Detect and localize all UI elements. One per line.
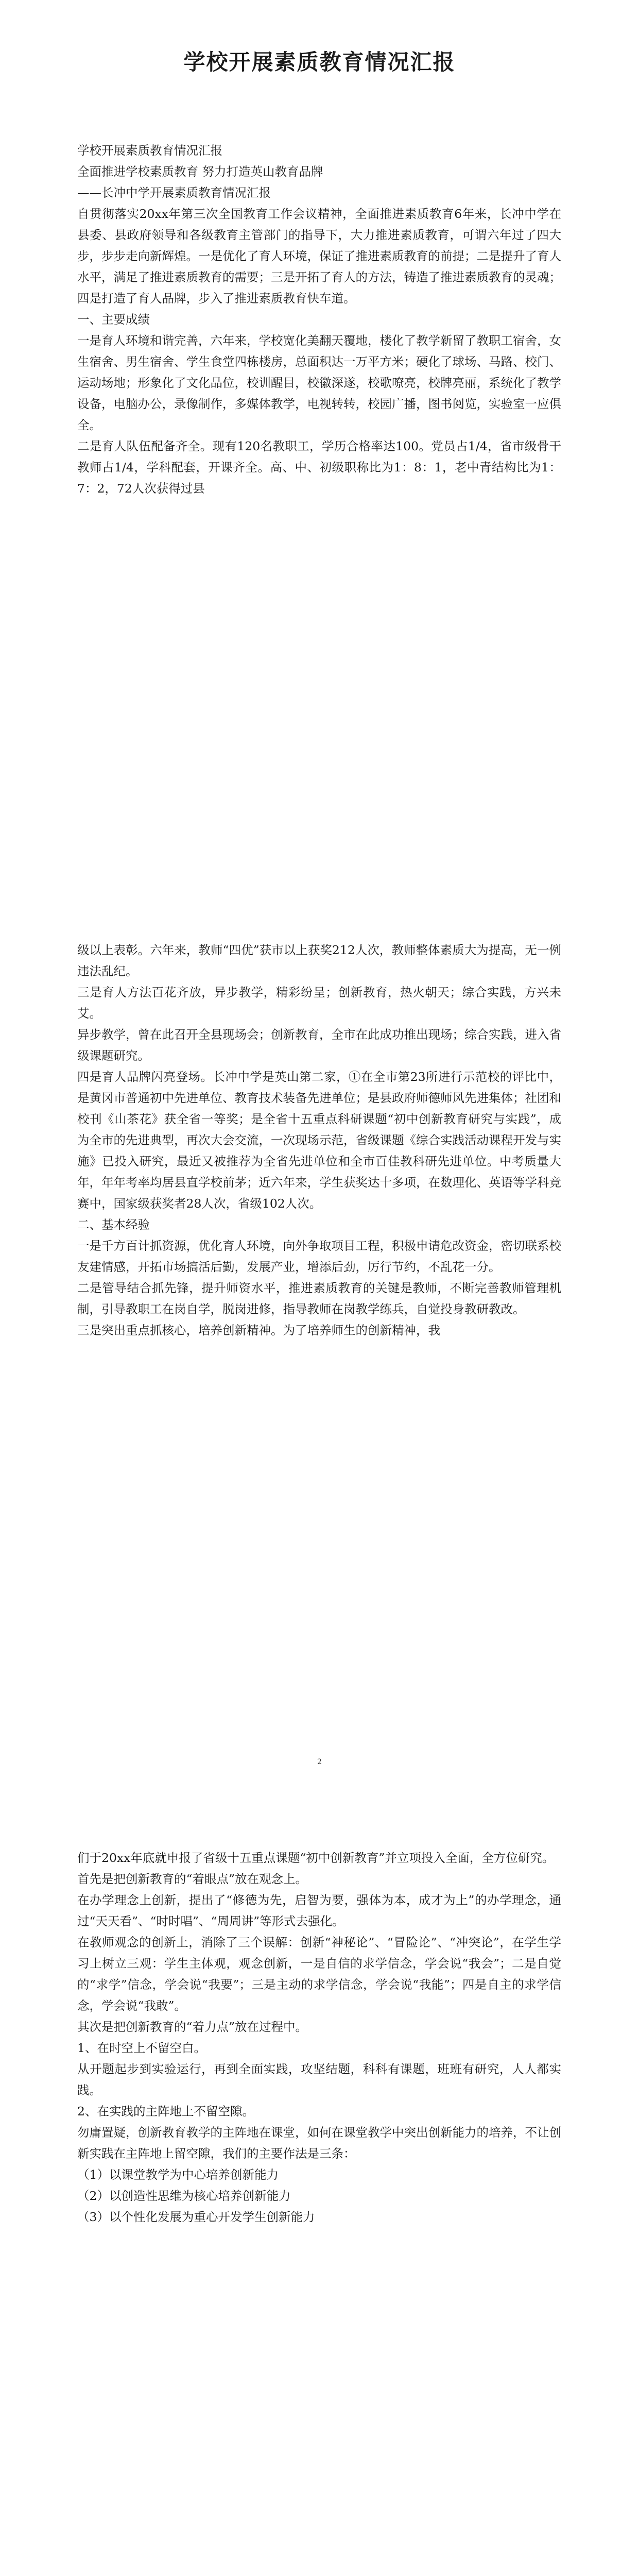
paragraph: 其次是把创新教育的“着力点”放在过程中。 — [77, 2020, 308, 2034]
document-title: 学校开展素质教育情况汇报 — [183, 49, 456, 75]
section-heading: 二、基本经验 — [77, 1217, 150, 1232]
list-item: （2）以创造性思维为核心培养创新能力 — [77, 2189, 291, 2203]
paragraph: 级以上表彰。六年来，教师“四优”获市以上获奖212人次，教师整体素质大为提高，无一例违法乱纪。 — [77, 943, 561, 978]
paragraph: 一是千方百计抓资源，优化育人环境，向外争取项目工程，积极申请危改资金，密切联系校友建情感，开拓市场搞活后勤，发展产业，增添后劲，厉行节约，不乱花一分。 — [77, 1239, 561, 1274]
document-page-1 — [0, 0, 639, 904]
paragraph: 异步教学，曾在此召开全县现场会；创新教育，全市在此成功推出现场；综合实践，进入省级课题研究。 — [77, 1027, 561, 1063]
paragraph: 在办学理念上创新，提出了“修德为先，启智为要，强体为本，成才为上”的办学理念，通过“天天看”、“时时唱”、“周周讲”等形式去强化。 — [77, 1893, 561, 1928]
paragraph: 1、在时空上不留空白。 — [77, 2041, 206, 2055]
document-page-2 — [0, 904, 639, 1807]
paragraph: 二是育人队伍配备齐全。现有120名教职工，学历合格率达100。党员占1/4，省市级骨干教师占1/4，学科配套，开课齐全。高、中、初级职称比为1：8：1，老中青结构比为1：7：2，72人次获得过县 — [77, 439, 561, 496]
list-item: （3）以个性化发展为重心开发学生创新能力 — [77, 2210, 315, 2224]
list-item: （1）以课堂教学为中心培养创新能力 — [77, 2167, 279, 2182]
paragraph: 自贯彻落实20xx年第三次全国教育工作会议精神，全面推进素质教育6年来，长冲中学在县委、县政府领导和各级教育主管部门的指导下，大力推进素质教育，可谓六年过了四大步，步步走向新辉煌。一是优化了育人环境，保证了推进素质教育的前提；二是提升了育人水平，满足了推进素质教育的需要；三是开拓了育人的方法，铸造了推进素质教育的灵魂；四是打造了育人品牌，步入了推进素质教育快车道。 — [77, 207, 561, 306]
paragraph: ——长冲中学开展素质教育情况汇报 — [77, 185, 271, 200]
paragraph: 二是管导结合抓先锋，提升师资水平，推进素质教育的关键是教师，不断完善教师管理机制，引导教职工在岗自学，脱岗进修，指导教师在岗教学练兵，自觉投身教研教改。 — [77, 1281, 561, 1316]
paragraph: 三是突出重点抓核心，培养创新精神。为了培养师生的创新精神，我 — [77, 1323, 440, 1337]
paragraph: 全面推进学校素质教育 努力打造英山教育品牌 — [77, 164, 323, 179]
document-page-3 — [0, 1807, 639, 2576]
paragraph: 三是育人方法百花齐放，异步教学，精彩纷呈；创新教育，热火朝天；综合实践，方兴未艾。 — [77, 985, 561, 1021]
paragraph: 2、在实践的主阵地上不留空隙。 — [77, 2104, 254, 2119]
paragraph: 勿庸置疑，创新教育教学的主阵地在课堂，如何在课堂教学中突出创新能力的培养，不让创新实践在主阵地上留空隙，我们的主要作法是三条： — [77, 2125, 561, 2161]
page-3-body — [77, 1848, 561, 2228]
paragraph: 首先是把创新教育的“着眼点”放在观念上。 — [77, 1872, 308, 1886]
page-2-body — [77, 940, 561, 1341]
paragraph: 们于20xx年底就申报了省级十五重点课题“初中创新教育”并立项投入全面，全方位研究。 — [77, 1851, 555, 1865]
paragraph: 四是育人品牌闪亮登场。长冲中学是英山第二家，①在全市第23所进行示范校的评比中，是黄冈市普通初中先进单位、教育技术装备先进单位；是县政府师德师风先进集体；社团和校刊《山茶花》获全省一等奖；是全省十五重点科研课题“初中创新教育研究与实践”，成为全市的先进典型，再次大会交流，一次现场示范，省级课题《综合实践活动课程开发与实施》已投入研究，最近又被推荐为全省先进单位和全市百佳教科研先进单位。中考质量大年，年年考率均居县直学校前茅；近六年来，学生获奖达十多项，在数理化、英语等学科竞赛中，国家级获奖者28人次，省级102人次。 — [77, 1070, 561, 1211]
page-1-body — [77, 140, 561, 499]
page-number: 2 — [317, 1758, 322, 1766]
paragraph: 在教师观念的创新上，消除了三个误解：创新“神秘论”、“冒险论”、“冲突论”，在学生学习上树立三观：学生主体观，观念创新，一是自信的求学信念，学会说“我会”；二是自觉的“求学”信念，学会说“我要”；三是主动的求学信念，学会说“我能”；四是自主的求学信念，学会说“我敢”。 — [77, 1935, 561, 2013]
section-heading: 一、主要成绩 — [77, 312, 150, 327]
paragraph: 一是育人环境和谐完善，六年来，学校宽化美翻天覆地，楼化了教学新留了教职工宿舍，女生宿舍、男生宿舍、学生食堂四栋楼房，总面积达一万平方米；硬化了球场、马路、校门、运动场地；形象化了文化品位，校训醒目，校徽深遂，校歌嘹亮，校牌亮丽，系统化了教学设备，电脑办公，录像制作，多媒体教学，电视转转，校园广播，图书阅览，实验室一应俱全。 — [77, 333, 561, 432]
paragraph: 学校开展素质教育情况汇报 — [77, 143, 222, 158]
paragraph: 从开题起步到实验运行，再到全面实践，攻坚结题，科科有课题，班班有研究，人人都实践。 — [77, 2062, 561, 2097]
